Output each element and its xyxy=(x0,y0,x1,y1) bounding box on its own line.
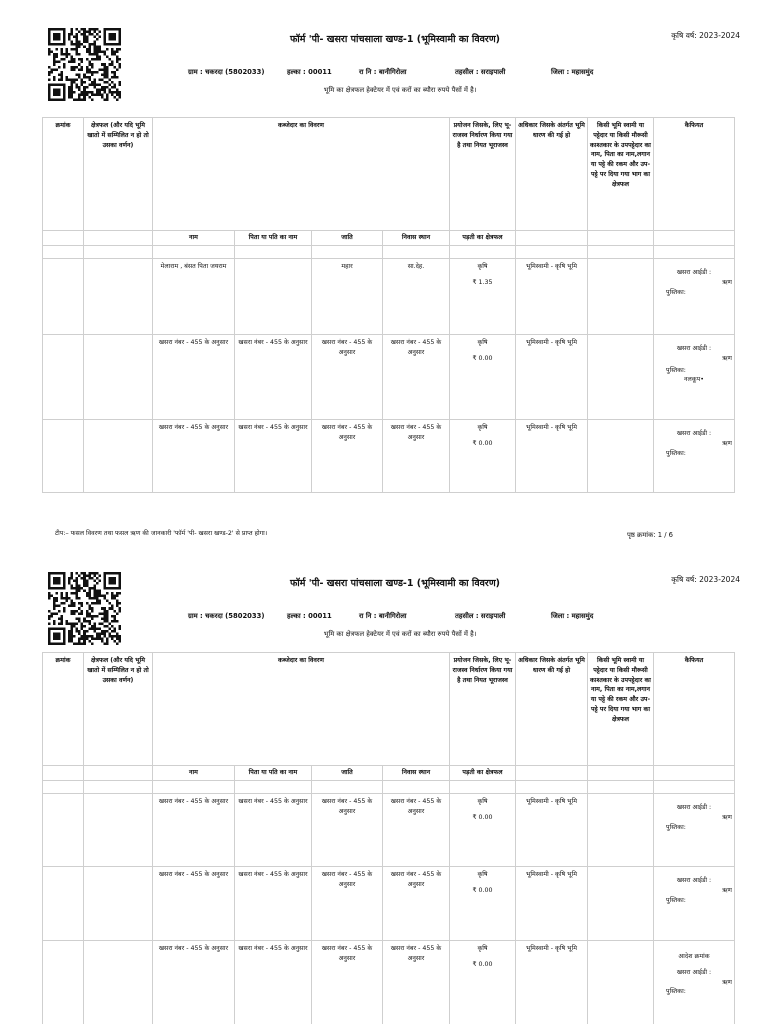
holder-caste: खसरा नंबर - 455 के अनुसार xyxy=(312,794,383,867)
booklet-label: पुस्तिका: xyxy=(666,896,686,904)
purpose-cell xyxy=(450,867,516,941)
holder-residence: सा.देह. xyxy=(383,259,450,335)
col-padti: पड़ती का क्षेत्रफल xyxy=(450,231,516,246)
khasra-table xyxy=(42,117,735,493)
col-rights: अधिकार जिसके अंतर्गत भूमि धारण की गई हो xyxy=(516,118,588,231)
village-label: ग्राम : चकरदा (5802033) xyxy=(188,612,265,620)
order-number-label: आदेश क्रमांक xyxy=(678,953,710,960)
booklet-label: पुस्तिका: xyxy=(666,988,686,996)
loan-label: ऋण xyxy=(722,886,732,894)
khasra-table xyxy=(42,652,735,1024)
loan-label: ऋण xyxy=(722,354,732,362)
units-note: भूमि का क्षेत्रफल हेक्टेयर में एवं करों का ब्यौरा रुपये पैसों में है। xyxy=(323,86,477,94)
holder-caste: महार xyxy=(312,259,383,335)
document-page-2 xyxy=(0,560,768,1024)
table-row xyxy=(43,259,735,335)
col-name: नाम xyxy=(153,231,235,246)
col-remarks: कैफियत xyxy=(654,653,735,766)
booklet-label: पुस्तिका: xyxy=(666,449,686,457)
col-area: क्षेत्रफल (और यदि भूमि खातो में सम्मिलित न हो तो उसका वर्णन) xyxy=(84,653,153,766)
halka-label: हल्का : 00011 xyxy=(287,68,332,76)
col-remarks: कैफियत xyxy=(654,118,735,231)
ri-label: रा नि : बानीगिरोला xyxy=(359,612,407,620)
purpose-cell xyxy=(450,335,516,420)
holder-name: खसरा नंबर - 455 के अनुसार xyxy=(153,335,235,420)
footer-note: टीप:– फसल विवरण तथा फसल ऋण की जानकारी 'फॉर्म 'पी- खसरा खण्ड-2' से प्राप्त होगा। xyxy=(55,530,268,537)
khasra-id-label: खसरा आईडी : xyxy=(676,877,712,884)
holder-name: खसरा नंबर - 455 के अनुसार xyxy=(153,794,235,867)
village-label: ग्राम : चकरदा (5802033) xyxy=(188,68,265,76)
remarks-cell xyxy=(654,259,735,335)
booklet-label: पुस्तिका: xyxy=(666,823,686,831)
col-serial: क्रमांक xyxy=(43,118,84,231)
holder-father: खसरा नंबर - 455 के अनुसार xyxy=(235,941,312,1024)
col-serial: क्रमांक xyxy=(43,653,84,766)
holder-caste: खसरा नंबर - 455 के अनुसार xyxy=(312,420,383,493)
col-purpose: प्रयोजन जिसके, लिए भू-राजस्व निर्धारण किया गया है तथा नियत भूराजस्व xyxy=(450,118,516,231)
holder-residence: खसरा नंबर - 455 के अनुसार xyxy=(383,420,450,493)
holder-residence: खसरा नंबर - 455 के अनुसार xyxy=(383,794,450,867)
loan-label: ऋण xyxy=(722,978,732,986)
rights-text: भूमिस्वामी - कृषि भूमि xyxy=(516,941,588,1024)
table-row xyxy=(43,420,735,493)
holder-name: खसरा नंबर - 455 के अनुसार xyxy=(153,420,235,493)
rights-text: भूमिस्वामी - कृषि भूमि xyxy=(516,420,588,493)
col-residence: निवास स्थान xyxy=(383,231,450,246)
revenue-amount: ₹ 1.35 xyxy=(472,278,493,286)
holder-caste: खसरा नंबर - 455 के अनुसार xyxy=(312,867,383,941)
tubewell-label: नलकूप• xyxy=(684,376,704,384)
col-holder-details: कब्जेदार का विवरण xyxy=(153,118,450,231)
holder-father xyxy=(235,259,312,335)
revenue-amount: ₹ 0.00 xyxy=(472,439,493,447)
table-row xyxy=(43,335,735,420)
col-father: पिता या पति का नाम xyxy=(235,766,312,781)
holder-father: खसरा नंबर - 455 के अनुसार xyxy=(235,335,312,420)
revenue-amount: ₹ 0.00 xyxy=(472,813,493,821)
units-note: भूमि का क्षेत्रफल हेक्टेयर में एवं करों का ब्यौरा रुपये पैसों में है। xyxy=(323,630,477,638)
tehsil-label: तहसील : सराइपाली xyxy=(455,68,506,76)
loan-label: ऋण xyxy=(722,278,732,286)
remarks-cell xyxy=(654,794,735,867)
holder-caste: खसरा नंबर - 455 के अनुसार xyxy=(312,335,383,420)
col-lessee: किसी भूमि स्वामी या पट्टेदार या किसी मौरूसी काश्तकार के उपपट्टेदार का नाम, पिता का नाम,लगान या पट्टे की रकम और उप-पट्टे पर दिया गया भाग का क्षेत्रफल xyxy=(588,653,654,766)
rights-text: भूमिस्वामी - कृषि भूमि xyxy=(516,259,588,335)
halka-label: हल्का : 00011 xyxy=(287,612,332,620)
purpose-text: कृषि xyxy=(477,798,488,805)
khasra-id-label: खसरा आईडी : xyxy=(676,345,712,352)
holder-residence: खसरा नंबर - 455 के अनुसार xyxy=(383,867,450,941)
holder-father: खसरा नंबर - 455 के अनुसार xyxy=(235,794,312,867)
khasra-id-label: खसरा आईडी : xyxy=(676,968,712,976)
ri-label: रा नि : बानीगिरोला xyxy=(359,68,407,76)
holder-residence: खसरा नंबर - 455 के अनुसार xyxy=(383,335,450,420)
col-area: क्षेत्रफल (और यदि भूमि खातो में सम्मिलित न हो तो उसका वर्णन) xyxy=(84,118,153,231)
remarks-cell xyxy=(654,867,735,941)
remarks-cell xyxy=(654,420,735,493)
holder-name: खसरा नंबर - 455 के अनुसार xyxy=(153,867,235,941)
revenue-amount: ₹ 0.00 xyxy=(472,886,493,894)
khasra-id-label: खसरा आईडी : xyxy=(676,269,712,276)
district-label: जिला : महासमुंद xyxy=(551,612,594,620)
col-name: नाम xyxy=(153,766,235,781)
holder-name: खसरा नंबर - 455 के अनुसार xyxy=(153,941,235,1024)
purpose-text: कृषि xyxy=(477,424,488,431)
col-father: पिता या पति का नाम xyxy=(235,231,312,246)
purpose-text: कृषि xyxy=(477,263,488,270)
col-holder-details: कब्जेदार का विवरण xyxy=(153,653,450,766)
agri-year: कृषि वर्ष: 2023-2024 xyxy=(671,575,740,584)
page-number: पृष्ठ क्रमांक: 1 / 6 xyxy=(627,531,673,539)
holder-father: खसरा नंबर - 455 के अनुसार xyxy=(235,420,312,493)
holder-residence: खसरा नंबर - 455 के अनुसार xyxy=(383,941,450,1024)
purpose-text: कृषि xyxy=(477,945,488,952)
col-purpose: प्रयोजन जिसके, लिए भू-राजस्व निर्धारण किया गया है तथा नियत भूराजस्व xyxy=(450,653,516,766)
khasra-id-label: खसरा आईडी : xyxy=(676,430,712,437)
booklet-label: पुस्तिका: xyxy=(666,288,686,296)
loan-label: ऋण xyxy=(722,439,732,447)
rights-text: भूमिस्वामी - कृषि भूमि xyxy=(516,867,588,941)
remarks-cell xyxy=(654,335,735,420)
khasra-id-label: खसरा आईडी : xyxy=(676,804,712,811)
holder-father: खसरा नंबर - 455 के अनुसार xyxy=(235,867,312,941)
district-label: जिला : महासमुंद xyxy=(551,68,594,76)
agri-year: कृषि वर्ष: 2023-2024 xyxy=(671,31,740,40)
purpose-text: कृषि xyxy=(477,339,488,346)
holder-caste: खसरा नंबर - 455 के अनुसार xyxy=(312,941,383,1024)
rights-text: भूमिस्वामी - कृषि भूमि xyxy=(516,794,588,867)
purpose-cell xyxy=(450,941,516,1024)
col-caste: जाति xyxy=(312,231,383,246)
rights-text: भूमिस्वामी - कृषि भूमि xyxy=(516,335,588,420)
revenue-amount: ₹ 0.00 xyxy=(472,960,493,968)
purpose-cell xyxy=(450,794,516,867)
form-title: फॉर्म 'पी- खसरा पांचसाला खण्ड-1 (भूमिस्वामी का विवरण) xyxy=(289,34,501,45)
col-rights: अधिकार जिसके अंतर्गत भूमि धारण की गई हो xyxy=(516,653,588,766)
purpose-cell xyxy=(450,259,516,335)
purpose-text: कृषि xyxy=(477,871,488,878)
table-row xyxy=(43,867,735,941)
tehsil-label: तहसील : सराइपाली xyxy=(455,612,506,620)
form-title: फॉर्म 'पी- खसरा पांचसाला खण्ड-1 (भूमिस्वामी का विवरण) xyxy=(289,578,501,589)
remarks-cell xyxy=(654,941,735,1024)
col-caste: जाति xyxy=(312,766,383,781)
booklet-label: पुस्तिका: xyxy=(666,366,686,374)
col-padti: पड़ती का क्षेत्रफल xyxy=(450,766,516,781)
table-row xyxy=(43,794,735,867)
qr-code-icon xyxy=(48,28,121,101)
holder-name: मेलाराम , बंसत पिता जयराम xyxy=(153,259,235,335)
table-row xyxy=(43,941,735,1024)
qr-code-icon xyxy=(48,572,121,645)
col-residence: निवास स्थान xyxy=(383,766,450,781)
col-lessee: किसी भूमि स्वामी या पट्टेदार या किसी मौरूसी काश्तकार के उपपट्टेदार का नाम, पिता का नाम,लगान या पट्टे की रकम और उप-पट्टे पर दिया गया भाग का क्षेत्रफल xyxy=(588,118,654,231)
revenue-amount: ₹ 0.00 xyxy=(472,354,493,362)
loan-label: ऋण xyxy=(722,813,732,821)
purpose-cell xyxy=(450,420,516,493)
